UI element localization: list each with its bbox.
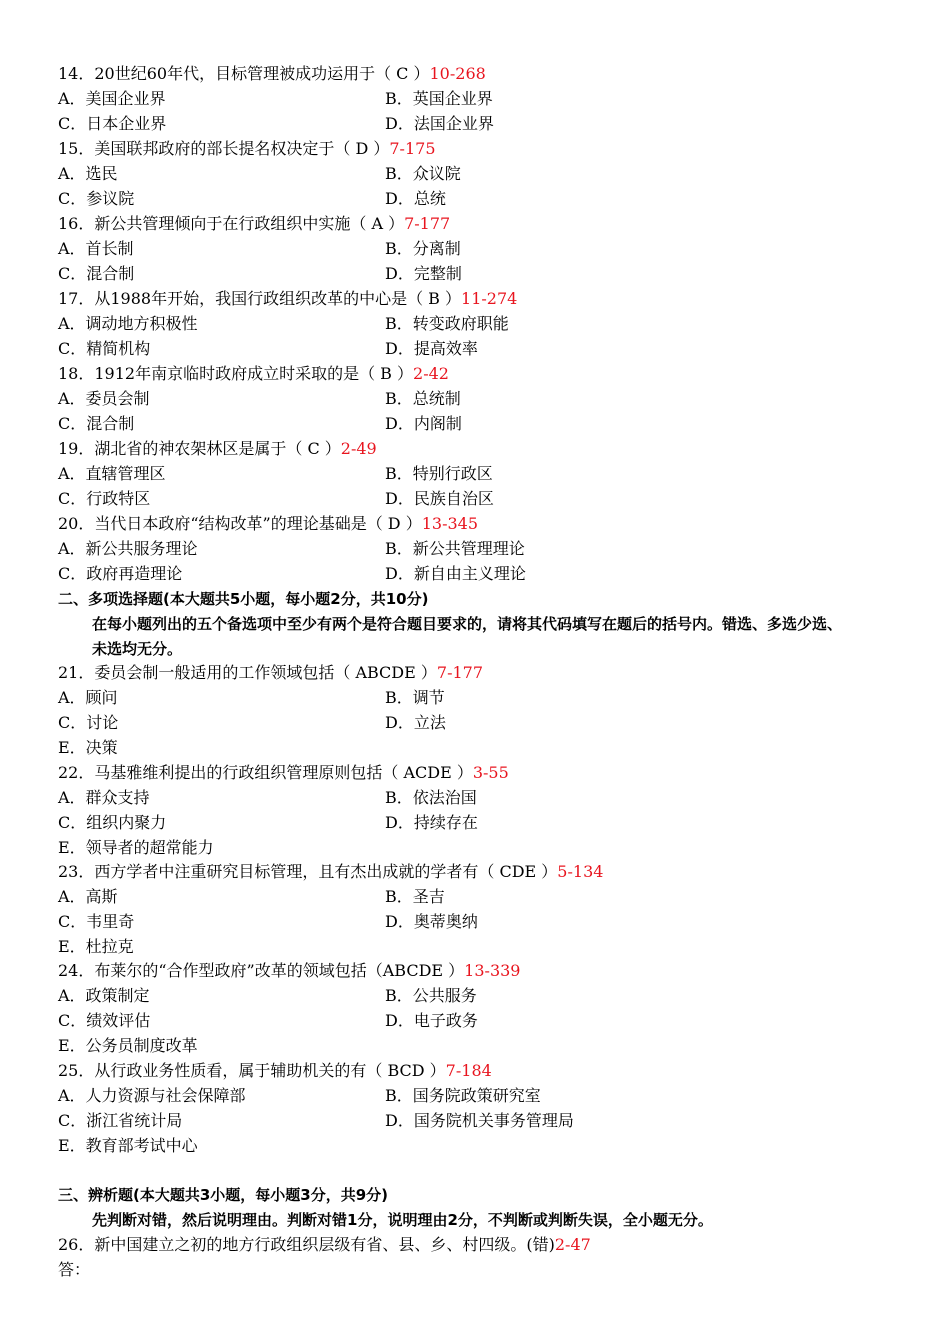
option-c: C．参议院 [58, 189, 135, 208]
option-c: C．混合制 [58, 414, 135, 433]
option-a: A．政策制定 [58, 986, 150, 1005]
option-d: D．立法 [385, 713, 446, 732]
option-b: B．英国企业界 [385, 89, 493, 108]
question-stem: 23．西方学者中注重研究目标管理，且有杰出成就的学者有（ CDE ） [58, 862, 558, 881]
question-17 [58, 289, 517, 309]
option-d: D．内阁制 [385, 414, 462, 433]
option-c: C．讨论 [58, 713, 119, 732]
question-22 [58, 763, 509, 783]
option-d: D．总统 [385, 189, 446, 208]
option-d: D．提高效率 [385, 339, 478, 358]
option-c: C．精简机构 [58, 339, 151, 358]
option-b: B．国务院政策研究室 [385, 1086, 541, 1105]
page-reference: 3-55 [472, 763, 509, 782]
question-stem: 14．20世纪60年代，目标管理被成功运用于（ C ） [58, 64, 430, 83]
option-d: D．持续存在 [385, 813, 478, 832]
question-14 [58, 64, 486, 84]
answer-label: 答： [58, 1260, 91, 1279]
page-reference: 7-175 [389, 139, 436, 158]
page-reference: 13-345 [421, 514, 479, 533]
page-reference: 11-274 [461, 289, 518, 308]
option-b: B．公共服务 [385, 986, 477, 1005]
option-a: A．委员会制 [58, 389, 150, 408]
section-instructions: 在每小题列出的五个备选项中至少有两个是符合题目要求的，请将其代码填写在题后的括号内。错选、多选少选、 [92, 615, 843, 633]
question-stem: 15．美国联邦政府的部长提名权决定于（ D ） [58, 139, 390, 158]
option-a: A．调动地方积极性 [58, 314, 198, 333]
option-a: A．选民 [58, 164, 118, 183]
question-stem: 21．委员会制一般适用的工作领域包括（ ABCDE ） [58, 663, 437, 682]
option-b: B．依法治国 [385, 788, 477, 807]
option-b: B．圣吉 [385, 887, 445, 906]
option-d: D．电子政务 [385, 1011, 478, 1030]
option-b: B．调节 [385, 688, 445, 707]
question-24 [58, 961, 520, 981]
page-reference: 2-47 [554, 1235, 591, 1254]
question-stem: 26．新中国建立之初的地方行政组织层级有省、县、乡、村四级。(错) [58, 1235, 555, 1254]
option-d: D．奥蒂奥纳 [385, 912, 478, 931]
question-stem: 18．1912年南京临时政府成立时采取的是（ B ） [58, 364, 414, 383]
page-reference: 5-134 [557, 862, 604, 881]
option-e: E．决策 [58, 738, 118, 757]
question-stem: 16．新公共管理倾向于在行政组织中实施（ A ） [58, 214, 405, 233]
page-reference: 7-177 [436, 663, 484, 682]
section-title: 三、辨析题(本大题共3小题，每小题3分，共9分) [58, 1186, 389, 1204]
option-e: E．教育部考试中心 [58, 1136, 198, 1155]
page-reference: 2-42 [413, 364, 449, 383]
question-stem: 25．从行政业务性质看，属于辅助机关的有（ BCD ） [58, 1061, 446, 1080]
page-reference: 7-184 [445, 1061, 492, 1080]
option-a: A．顾问 [58, 688, 118, 707]
option-d: D．民族自治区 [385, 489, 494, 508]
page-reference: 7-177 [404, 214, 451, 233]
option-c: C．行政特区 [58, 489, 151, 508]
page-reference: 2-49 [340, 439, 377, 458]
option-a: A．人力资源与社会保障部 [58, 1086, 246, 1105]
question-20 [58, 514, 478, 534]
option-a: A．首长制 [58, 239, 134, 258]
option-d: D．完整制 [385, 264, 462, 283]
option-b: B．分离制 [385, 239, 461, 258]
option-b: B．众议院 [385, 164, 461, 183]
question-25 [58, 1061, 492, 1081]
option-c: C．浙江省统计局 [58, 1111, 183, 1130]
option-e: E．公务员制度改革 [58, 1036, 198, 1055]
page-reference: 13-339 [464, 961, 521, 980]
question-16 [58, 214, 450, 234]
option-a: A．新公共服务理论 [58, 539, 198, 558]
question-stem: 24．布莱尔的“合作型政府”改革的领域包括（ABCDE ） [58, 961, 465, 980]
question-stem: 20．当代日本政府“结构改革”的理论基础是（ D ） [58, 514, 422, 533]
question-19 [58, 439, 377, 459]
section-instructions-cont: 未选均无分。 [92, 640, 183, 658]
question-stem: 22．马基雅维利提出的行政组织管理原则包括（ ACDE ） [58, 763, 473, 782]
option-c: C．绩效评估 [58, 1011, 151, 1030]
option-e: E．杜拉克 [58, 937, 134, 956]
option-b: B．总统制 [385, 389, 461, 408]
section-title: 二、多项选择题(本大题共5小题，每小题2分，共10分) [58, 590, 429, 608]
option-a: A．群众支持 [58, 788, 150, 807]
page-reference: 10-268 [429, 64, 486, 83]
option-c: C．韦里奇 [58, 912, 135, 931]
question-18 [58, 364, 449, 384]
option-a: A．美国企业界 [58, 89, 166, 108]
option-b: B．特别行政区 [385, 464, 493, 483]
option-e: E．领导者的超常能力 [58, 838, 214, 857]
option-a: A．直辖管理区 [58, 464, 166, 483]
question-15 [58, 139, 436, 159]
option-c: C．组织内聚力 [58, 813, 167, 832]
option-d: D．新自由主义理论 [385, 564, 526, 583]
question-stem: 19．湖北省的神农架林区是属于（ C ） [58, 439, 341, 458]
option-c: C．政府再造理论 [58, 564, 183, 583]
question-stem: 17．从1988年开始，我国行政组织改革的中心是（ B ） [58, 289, 462, 308]
option-c: C．日本企业界 [58, 114, 167, 133]
option-b: B．转变政府职能 [385, 314, 509, 333]
section-instructions: 先判断对错，然后说明理由。判断对错1分，说明理由2分，不判断或判断失误，全小题无分。 [92, 1211, 713, 1229]
option-b: B．新公共管理理论 [385, 539, 525, 558]
option-d: D．法国企业界 [385, 114, 494, 133]
question-26 [58, 1235, 591, 1255]
option-a: A．高斯 [58, 887, 118, 906]
question-21 [58, 663, 483, 683]
option-c: C．混合制 [58, 264, 135, 283]
question-23 [58, 862, 603, 882]
option-d: D．国务院机关事务管理局 [385, 1111, 574, 1130]
